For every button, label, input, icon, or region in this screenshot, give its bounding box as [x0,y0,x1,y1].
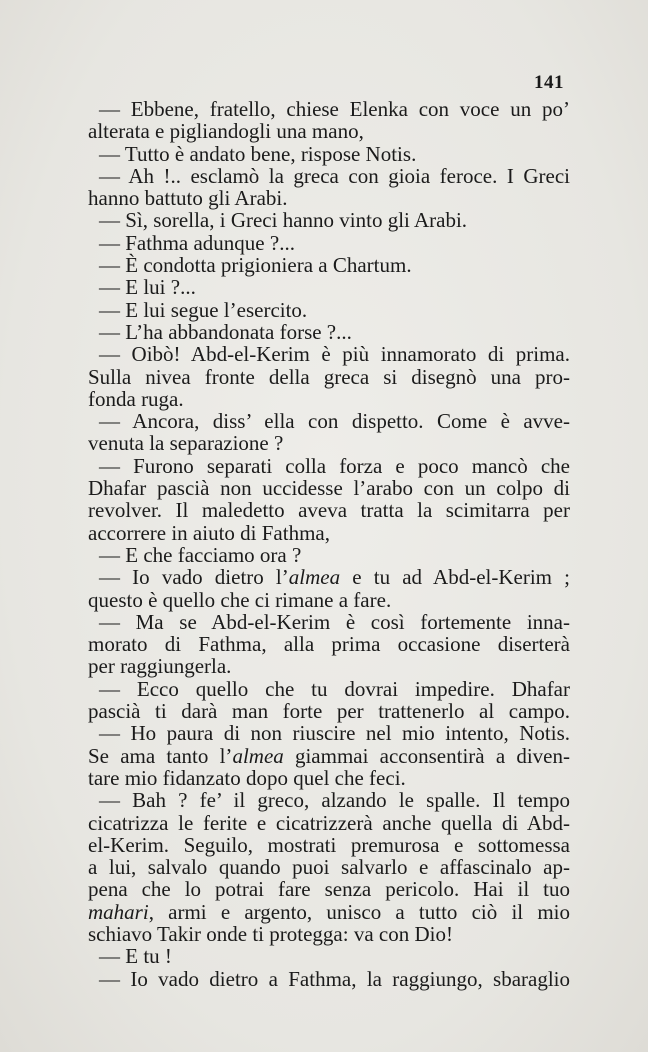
text-segment: per raggiungerla. [88,654,232,679]
text-line [88,432,570,454]
text-line [88,254,570,276]
text-segment: fonda ruga. [88,386,184,411]
text-line [88,589,570,611]
text-segment: — E che facciamo ora ? [99,542,302,567]
text-line [88,343,570,365]
text-segment: accorrere in aiuto di Fathma, [88,520,330,545]
text-line [88,410,570,432]
text-segment: — E tu ! [99,944,172,969]
text-line [88,834,570,856]
text-line [88,945,570,967]
text-line [88,611,570,633]
text-segment: — È condotta prigioniera a Chartum. [99,253,412,278]
text-segment: , armi e argento, unisco a tutto ciò il mio [148,899,570,924]
text-segment: venuta la separazione ? [88,431,284,456]
text-segment: — Bah ? fe’ il greco, alzando le spalle. Il tempo [99,788,570,813]
italic-word: mahari [88,899,149,924]
text-segment: — Ancora, diss’ ella con dispetto. Come è avve- [99,409,570,434]
text-line [88,143,570,165]
text-segment: alterata e pigliandogli una mano, [88,119,364,144]
text-line [88,544,570,566]
text-line [88,923,570,945]
body-text [88,98,570,990]
text-segment: Sulla nivea fronte della greca si disegnò una pro- [88,364,570,389]
text-segment: giammai acconsentirà a diven- [283,743,571,768]
text-line [88,187,570,209]
italic-word: almea [232,743,284,768]
text-line [88,812,570,834]
text-segment: hanno battuto gli Arabi. [88,186,288,211]
text-line [88,767,570,789]
text-line [88,388,570,410]
text-line [88,678,570,700]
text-segment: a lui, salvalo quando puoi salvarlo e affascinalo ap- [88,855,570,880]
text-segment: el-Kerim. Seguilo, mostrati premurosa e sottomessa [88,832,570,857]
text-line [88,165,570,187]
text-segment: cicatrizza le ferite e cicatrizzerà anche quella di Abd- [88,810,570,835]
text-line [88,566,570,588]
text-segment: — Oibò! Abd-el-Kerim è più innamorato di prima. [99,342,570,367]
text-segment: — Ecco quello che tu dovrai impedire. Dhafar [99,676,570,701]
text-segment: — L’ha abbandonata forse ?... [99,319,352,344]
text-segment: Dhafar pascià non uccidesse l’arabo con un colpo di [88,476,570,501]
text-segment: revolver. Il maledetto aveva tratta la scimitarra per [88,498,570,523]
text-segment: — Io vado dietro l’ [99,565,289,590]
text-segment: — Ma se Abd-el-Kerim è così fortemente inna- [99,609,570,634]
text-line [88,655,570,677]
text-segment: — Ebbene, fratello, chiese Elenka con voce un po’ [99,97,570,121]
text-segment: — Ah !.. esclamò la greca con gioia feroce. I Greci [99,163,570,188]
page-number: 141 [534,72,564,93]
italic-word: almea [288,565,341,590]
text-segment: — Furono separati colla forza e poco mancò che [99,453,570,478]
text-segment: Se ama tanto l’ [88,743,233,768]
text-segment: schiavo Takir onde ti protegga: va con Dio! [88,921,453,946]
text-line [88,722,570,744]
text-line [88,477,570,499]
text-segment: — Ho paura di non riuscire nel mio intento, Notis. [99,721,570,746]
text-segment: — Sì, sorella, i Greci hanno vinto gli Arabi. [99,208,468,233]
text-segment: — Fathma adunque ?... [99,230,295,255]
text-line [88,878,570,900]
text-line [88,120,570,142]
text-segment: — Io vado dietro a Fathma, la raggiungo, sbaraglio [99,966,570,991]
text-segment: e tu ad Abd-el-Kerim ; [340,565,570,590]
text-segment: morato di Fathma, alla prima occasione diserterà [88,632,570,657]
text-segment: — Tutto è andato bene, rispose Notis. [99,141,417,166]
text-line [88,455,570,477]
text-line [88,968,570,990]
text-segment: questo è quello che ci rimane a fare. [88,587,392,612]
text-segment: — E lui ?... [99,275,196,300]
text-line [88,209,570,231]
text-line [88,633,570,655]
text-segment: pena che lo potrai fare senza pericolo. Hai il tuo [88,877,570,902]
text-line [88,232,570,254]
text-line [88,366,570,388]
text-line [88,499,570,521]
text-line [88,856,570,878]
text-line [88,789,570,811]
text-line [88,522,570,544]
text-line [88,276,570,298]
text-segment: tare mio fidanzato dopo quel che feci. [88,765,406,790]
text-segment: pascià ti darà man forte per trattenerlo al campo. [88,699,570,724]
text-segment: — E lui segue l’esercito. [99,297,308,322]
text-line [88,745,570,767]
text-line [88,98,570,120]
text-line [88,700,570,722]
text-line [88,321,570,343]
text-line [88,299,570,321]
text-line [88,901,570,923]
